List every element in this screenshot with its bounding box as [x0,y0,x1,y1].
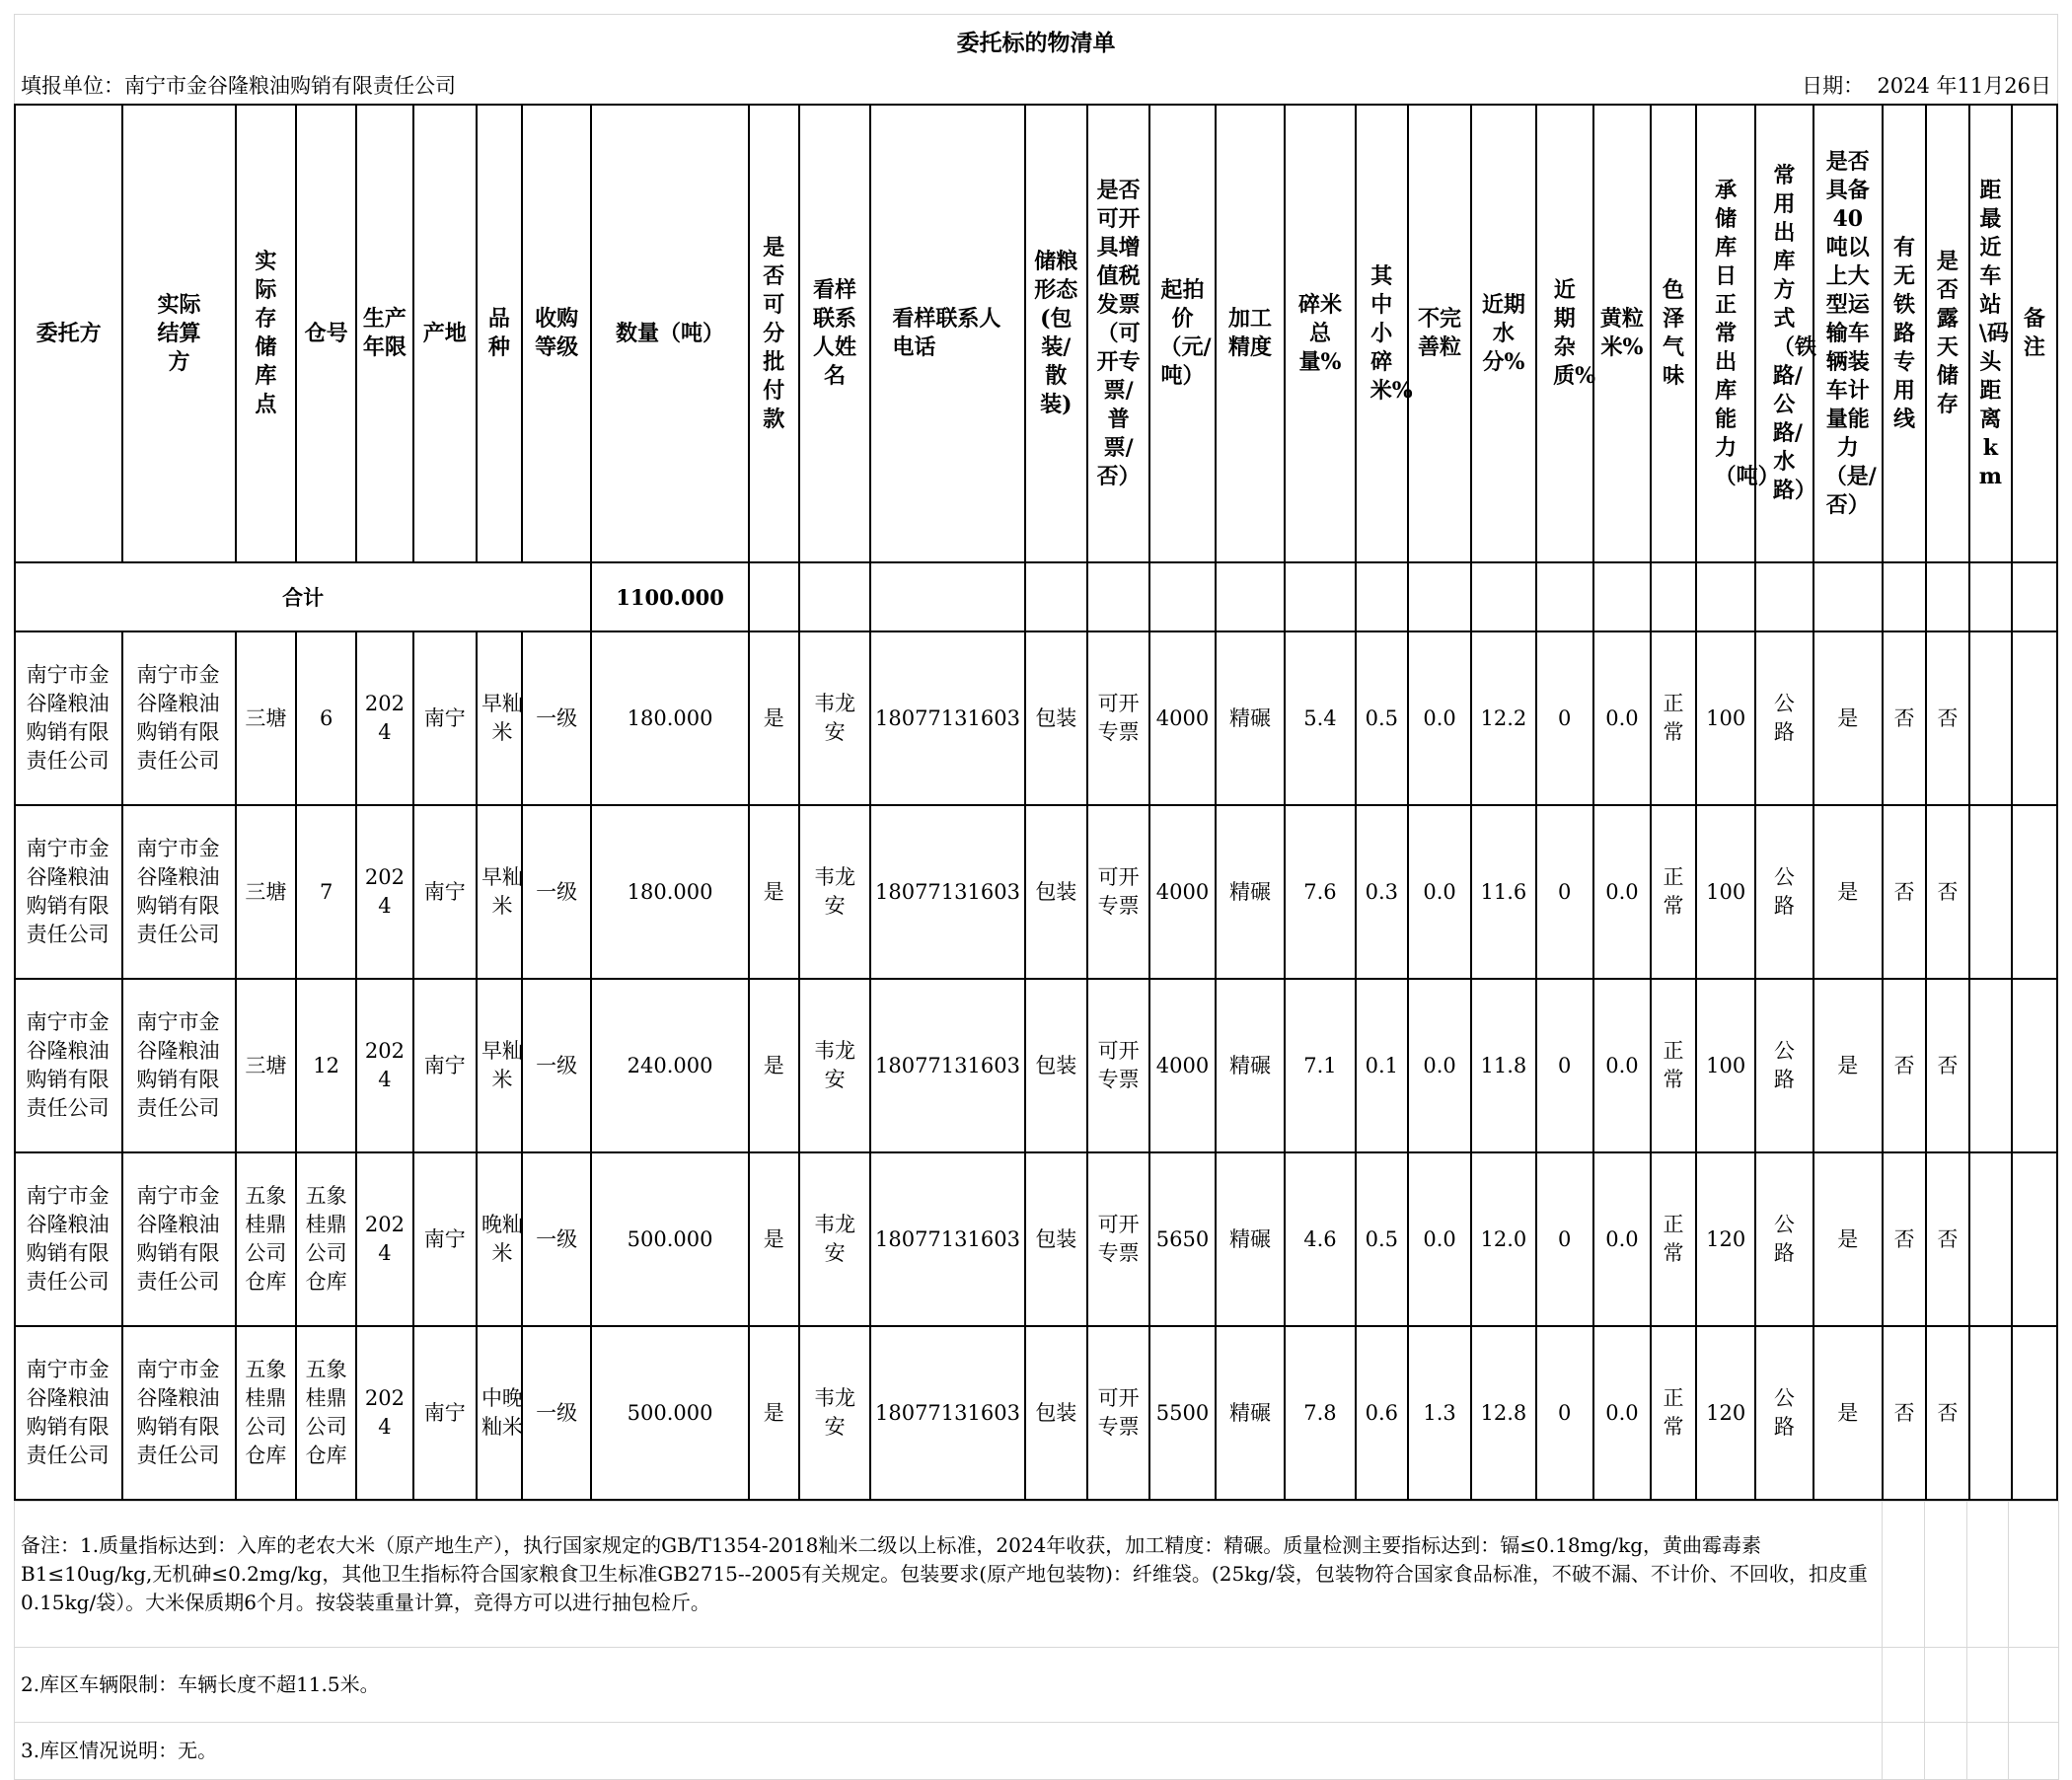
cell-contact-phone: 18077131603 [870,1326,1024,1500]
cell-color-smell-text: 正常 [1663,865,1684,918]
cell-settlement-text: 南宁市金谷隆粮油购销有限责任公司 [136,1184,220,1294]
cell-imperfect: 0.0 [1408,1152,1471,1326]
cell-contact-phone: 18077131603 [870,1152,1024,1326]
cell-yellow: 0.0 [1593,979,1651,1152]
cell-consignor [15,1326,122,1500]
cell-outbound-mode-text: 公路 [1773,692,1795,744]
cell-invoice-text: 可开专票 [1097,865,1140,918]
cell-installment: 是 [749,631,799,805]
cell-yellow: 0.0 [1593,631,1651,805]
cell-outbound-mode-text: 公路 [1773,1213,1795,1265]
cell-yellow: 0.0 [1593,1326,1651,1500]
col-precision [1216,105,1285,562]
cell-capacity: 120 [1696,1326,1755,1500]
cell-settlement-text: 南宁市金谷隆粮油购销有限责任公司 [136,837,220,946]
report-date [1802,70,2051,100]
cell-imperfect: 0.0 [1408,805,1471,979]
col-remark-label: 备注 [2023,306,2045,360]
cell-broken-total: 5.4 [1285,631,1356,805]
cell-depot-text: 五象桂鼎公司仓库 [245,1184,287,1294]
note-depot-status: 3.库区情况说明：无。 [15,1723,1883,1780]
note-vehicle-limit: 2.库区车辆限制：车辆长度不超11.5米。 [15,1648,1883,1723]
col-price [1149,105,1215,562]
cell-settlement [122,1152,235,1326]
cell-storage-form: 包装 [1025,1152,1087,1326]
cell-large-vehicle: 是 [1813,631,1883,805]
cell-outbound-mode [1755,979,1813,1152]
cell-color-smell-text: 正常 [1663,692,1684,744]
cell-consignor [15,805,122,979]
cell-invoice [1087,631,1149,805]
cell-settlement-text: 南宁市金谷隆粮油购销有限责任公司 [136,663,220,773]
cell-installment: 是 [749,1152,799,1326]
cell-color-smell-text: 正常 [1663,1386,1684,1439]
cell-origin: 南宁 [413,979,477,1152]
cell-contact-name [799,979,871,1152]
cell-impurity: 0 [1536,805,1593,979]
col-depot [236,105,296,562]
cell-capacity: 100 [1696,631,1755,805]
cell-origin: 南宁 [413,631,477,805]
col-color-smell [1651,105,1696,562]
cell-grade: 一级 [522,1152,591,1326]
cell-storage-form: 包装 [1025,979,1087,1152]
cell-bin [296,1152,356,1326]
cell-bin-text: 五象桂鼎公司仓库 [305,1358,347,1467]
col-storage-form-label: 储粮形态(包装/散装) [1034,249,1078,417]
info-bar [14,66,2058,104]
cell-variety-text: 早籼米 [481,692,523,744]
col-remark [2012,105,2057,562]
cell-bin [296,805,356,979]
cell-price: 4000 [1149,631,1215,805]
cell-consignor-text: 南宁市金谷隆粮油购销有限责任公司 [26,1010,110,1120]
cell-outbound-mode [1755,631,1813,805]
cell-impurity: 0 [1536,631,1593,805]
cell-distance [1969,1152,2012,1326]
cell-outbound-mode-text: 公路 [1773,865,1795,918]
col-contact-name [799,105,871,562]
cell-contact-name [799,1326,871,1500]
cell-distance [1969,1326,2012,1500]
cell-settlement [122,1326,235,1500]
cell-broken-total: 7.8 [1285,1326,1356,1500]
cell-imperfect: 1.3 [1408,1326,1471,1500]
col-outbound-mode [1755,105,1816,562]
cell-outbound-mode-text: 公路 [1773,1039,1795,1091]
cell-remark [2012,1326,2057,1500]
col-contact-name-label: 看样联系人姓名 [813,277,857,389]
col-railway-label: 有无铁路专用线 [1892,234,1915,432]
col-capacity [1696,105,1780,562]
cell-remark [2012,631,2057,805]
cell-bin-text: 7 [319,879,333,904]
cell-capacity: 100 [1696,979,1755,1152]
cell-large-vehicle: 是 [1813,805,1883,979]
cell-installment: 是 [749,805,799,979]
cell-invoice [1087,805,1149,979]
col-installment [749,105,799,562]
cell-large-vehicle: 是 [1813,1326,1883,1500]
cell-depot-text: 五象桂鼎公司仓库 [245,1358,287,1467]
col-impurity-label: 近期杂质% [1553,277,1596,389]
col-impurity [1536,105,1596,562]
cell-grade: 一级 [522,979,591,1152]
col-railway [1883,105,1926,562]
col-open-air [1926,105,1969,562]
cell-year: 2024 [356,979,412,1152]
total-row [15,562,2057,631]
cell-variety [477,979,522,1152]
col-year [356,105,412,562]
date-value: 2024 年11月26日 [1877,74,2051,98]
cell-precision: 精碾 [1216,631,1285,805]
cell-moisture: 11.6 [1471,805,1535,979]
cell-contact-name-text: 韦龙安 [814,1213,856,1265]
cell-grade: 一级 [522,1326,591,1500]
cell-invoice [1087,1152,1149,1326]
col-yellow [1593,105,1651,562]
col-open-air-label: 是否露天储存 [1936,249,1959,417]
cell-installment: 是 [749,1326,799,1500]
cell-color-smell-text: 正常 [1663,1039,1684,1091]
cell-large-vehicle: 是 [1813,1152,1883,1326]
cell-precision: 精碾 [1216,1152,1285,1326]
cell-color-smell [1651,1152,1696,1326]
cell-invoice-text: 可开专票 [1097,1386,1140,1439]
col-storage-form [1025,105,1087,562]
cell-quantity: 500.000 [591,1152,748,1326]
note-quality: 备注：1.质量指标达到：入库的老农大米（原产地生产），执行国家规定的GB/T1354-2018籼米二级以上标准，2024年收获，加工精度：精碾。质量检测主要指标达到：镉≤0.18mg/kg，黄曲霉毒素B1≤10ug/kg,无机砷≤0.2mg/kg，其他卫生指标符合国家粮食卫生标准GB2715--2005有关规定。包装要求(原产地包装物)：纤维袋。(25kg/袋，包装物符合国家食品标准，不破不漏、不计价、不回收，扣皮重0.15kg/袋）。大米保质期6个月。按袋装重量计算，竞得方可以进行抽包检斤。 [15,1502,1883,1648]
cell-storage-form: 包装 [1025,805,1087,979]
col-depot-label: 实际存储库点 [255,249,277,417]
cell-invoice [1087,979,1149,1152]
cell-large-vehicle: 是 [1813,979,1883,1152]
cell-impurity: 0 [1536,979,1593,1152]
consignment-table [14,104,2058,1501]
cell-distance [1969,631,2012,805]
cell-distance [1969,805,2012,979]
total-label: 合计 [15,562,591,631]
cell-variety [477,805,522,979]
table-row [15,979,2057,1152]
cell-price: 4000 [1149,805,1215,979]
cell-depot-text: 三塘 [245,1053,287,1077]
cell-grade: 一级 [522,805,591,979]
col-bin: 仓号 [296,105,356,562]
cell-contact-name-text: 韦龙安 [814,1386,856,1439]
cell-storage-form: 包装 [1025,631,1087,805]
col-grade [522,105,591,562]
table-row [15,1152,2057,1326]
cell-depot [236,805,296,979]
cell-remark [2012,979,2057,1152]
cell-variety-text: 中晚籼米 [481,1386,523,1439]
col-capacity-label: 承储库日正常出库能力（吨） [1714,177,1780,489]
cell-capacity: 120 [1696,1152,1755,1326]
cell-variety [477,1326,522,1500]
table-row [15,805,2057,979]
cell-railway: 否 [1883,631,1926,805]
col-consignor: 委托方 [15,105,122,562]
col-color-smell-label: 色泽气味 [1663,277,1685,389]
header-row [15,105,2057,562]
col-variety [477,105,522,562]
cell-small-broken: 0.1 [1356,979,1408,1152]
cell-open-air: 否 [1926,1152,1969,1326]
col-invoice-label: 是否可开具增值税发票（可开专票/普票/否） [1096,177,1141,489]
cell-origin: 南宁 [413,1152,477,1326]
cell-bin-text: 12 [313,1053,340,1077]
table-row [15,1326,2057,1500]
cell-imperfect: 0.0 [1408,979,1471,1152]
cell-quantity: 180.000 [591,631,748,805]
cell-yellow: 0.0 [1593,805,1651,979]
cell-impurity: 0 [1536,1326,1593,1500]
cell-year: 2024 [356,631,412,805]
cell-precision: 精碾 [1216,979,1285,1152]
cell-small-broken: 0.6 [1356,1326,1408,1500]
cell-bin-text: 6 [319,705,333,730]
cell-railway: 否 [1883,979,1926,1152]
cell-open-air: 否 [1926,1326,1969,1500]
col-grade-label: 收购等级 [535,306,579,360]
cell-depot-text: 三塘 [245,705,287,730]
cell-price: 5500 [1149,1326,1215,1500]
cell-outbound-mode [1755,1152,1813,1326]
cell-imperfect: 0.0 [1408,631,1471,805]
cell-railway: 否 [1883,805,1926,979]
col-imperfect-label: 不完善粒 [1418,306,1462,360]
cell-origin: 南宁 [413,1326,477,1500]
cell-color-smell [1651,631,1696,805]
cell-contact-name-text: 韦龙安 [814,692,856,744]
cell-variety-text: 晚籼米 [481,1213,523,1265]
col-installment-label: 是否可分批付款 [763,234,785,432]
cell-color-smell-text: 正常 [1663,1213,1684,1265]
cell-depot [236,979,296,1152]
cell-price: 4000 [1149,979,1215,1152]
cell-railway: 否 [1883,1326,1926,1500]
cell-yellow: 0.0 [1593,1152,1651,1326]
cell-precision: 精碾 [1216,805,1285,979]
cell-moisture: 12.8 [1471,1326,1535,1500]
col-outbound-mode-label: 常用出库方式（铁路/公路/水路） [1772,163,1816,503]
cell-quantity: 500.000 [591,1326,748,1500]
cell-precision: 精碾 [1216,1326,1285,1500]
cell-moisture: 12.2 [1471,631,1535,805]
cell-bin-text: 五象桂鼎公司仓库 [305,1184,347,1294]
reporting-unit: 填报单位：南宁市金谷隆粮油购销有限责任公司 [21,74,456,98]
col-moisture [1471,105,1535,562]
cell-capacity: 100 [1696,805,1755,979]
cell-consignor-text: 南宁市金谷隆粮油购销有限责任公司 [26,1358,110,1467]
col-year-label: 生产年限 [362,306,407,360]
cell-small-broken: 0.5 [1356,1152,1408,1326]
data-rows [15,631,2057,1500]
col-contact-phone-label: 看样联系人电话 [892,306,1001,360]
cell-outbound-mode [1755,1326,1813,1500]
col-invoice [1087,105,1149,562]
col-large-vehicle [1813,105,1883,562]
col-contact-phone [870,105,1024,562]
cell-railway: 否 [1883,1152,1926,1326]
cell-depot [236,1326,296,1500]
cell-contact-name-text: 韦龙安 [814,865,856,918]
table-row [15,631,2057,805]
cell-consignor [15,1152,122,1326]
cell-price: 5650 [1149,1152,1215,1326]
col-price-label: 起拍价（元/吨） [1159,277,1212,389]
cell-open-air: 否 [1926,631,1969,805]
col-small-broken [1356,105,1413,562]
col-broken-total-label: 碎米总量% [1297,291,1342,375]
cell-depot-text: 三塘 [245,879,287,904]
cell-variety [477,1152,522,1326]
cell-contact-name-text: 韦龙安 [814,1039,856,1091]
cell-grade: 一级 [522,631,591,805]
cell-broken-total: 7.6 [1285,805,1356,979]
cell-outbound-mode [1755,805,1813,979]
cell-small-broken: 0.5 [1356,631,1408,805]
cell-consignor-text: 南宁市金谷隆粮油购销有限责任公司 [26,663,110,773]
cell-consignor-text: 南宁市金谷隆粮油购销有限责任公司 [26,837,110,946]
cell-color-smell [1651,979,1696,1152]
cell-open-air: 否 [1926,805,1969,979]
cell-variety [477,631,522,805]
date-label: 日期： [1802,74,1865,98]
cell-settlement [122,979,235,1152]
cell-year: 2024 [356,1152,412,1326]
cell-depot [236,1152,296,1326]
col-settlement [122,105,235,562]
cell-origin: 南宁 [413,805,477,979]
notes-section [14,1501,2059,1780]
cell-bin [296,631,356,805]
cell-remark [2012,805,2057,979]
cell-settlement-text: 南宁市金谷隆粮油购销有限责任公司 [136,1358,220,1467]
cell-quantity: 180.000 [591,805,748,979]
cell-small-broken: 0.3 [1356,805,1408,979]
col-variety-label: 品种 [487,306,510,360]
col-distance-label: 距最近车站\码头距离km [1978,177,2009,489]
col-yellow-label: 黄粒米% [1599,306,1644,360]
document-title: 委托标的物清单 [14,14,2058,66]
cell-distance [1969,979,2012,1152]
cell-open-air: 否 [1926,979,1969,1152]
cell-consignor-text: 南宁市金谷隆粮油购销有限责任公司 [26,1184,110,1294]
cell-settlement [122,631,235,805]
cell-broken-total: 7.1 [1285,979,1356,1152]
cell-variety-text: 早籼米 [481,865,523,918]
cell-moisture: 11.8 [1471,979,1535,1152]
cell-broken-total: 4.6 [1285,1152,1356,1326]
cell-variety-text: 早籼米 [481,1039,523,1091]
cell-moisture: 12.0 [1471,1152,1535,1326]
cell-contact-name [799,1152,871,1326]
col-settlement-label: 实际结算方 [157,291,201,375]
cell-color-smell [1651,805,1696,979]
cell-settlement [122,805,235,979]
cell-depot [236,631,296,805]
col-large-vehicle-label: 是否具备40吨以上大型运输车辆装车计量能力（是/否） [1824,148,1877,518]
cell-contact-phone: 18077131603 [870,631,1024,805]
col-origin: 产地 [413,105,477,562]
cell-outbound-mode-text: 公路 [1773,1386,1795,1439]
cell-contact-phone: 18077131603 [870,979,1024,1152]
cell-year: 2024 [356,805,412,979]
cell-storage-form: 包装 [1025,1326,1087,1500]
col-moisture-label: 近期水分% [1481,291,1525,375]
col-distance [1969,105,2012,562]
cell-invoice [1087,1326,1149,1500]
col-broken-total [1285,105,1356,562]
col-imperfect [1408,105,1471,562]
cell-contact-name [799,805,871,979]
cell-installment: 是 [749,979,799,1152]
consignment-sheet [14,14,2058,1780]
col-quantity: 数量（吨） [591,105,748,562]
cell-invoice-text: 可开专票 [1097,1039,1140,1091]
cell-invoice-text: 可开专票 [1097,692,1140,744]
col-precision-label: 加工精度 [1227,306,1272,360]
cell-bin [296,979,356,1152]
col-small-broken-label: 其中小碎米% [1369,262,1413,404]
total-quantity: 1100.000 [591,562,748,631]
cell-contact-name [799,631,871,805]
cell-consignor [15,631,122,805]
cell-color-smell [1651,1326,1696,1500]
cell-contact-phone: 18077131603 [870,805,1024,979]
cell-invoice-text: 可开专票 [1097,1213,1140,1265]
cell-remark [2012,1152,2057,1326]
cell-settlement-text: 南宁市金谷隆粮油购销有限责任公司 [136,1010,220,1120]
cell-quantity: 240.000 [591,979,748,1152]
cell-bin [296,1326,356,1500]
cell-year: 2024 [356,1326,412,1500]
cell-impurity: 0 [1536,1152,1593,1326]
cell-consignor [15,979,122,1152]
